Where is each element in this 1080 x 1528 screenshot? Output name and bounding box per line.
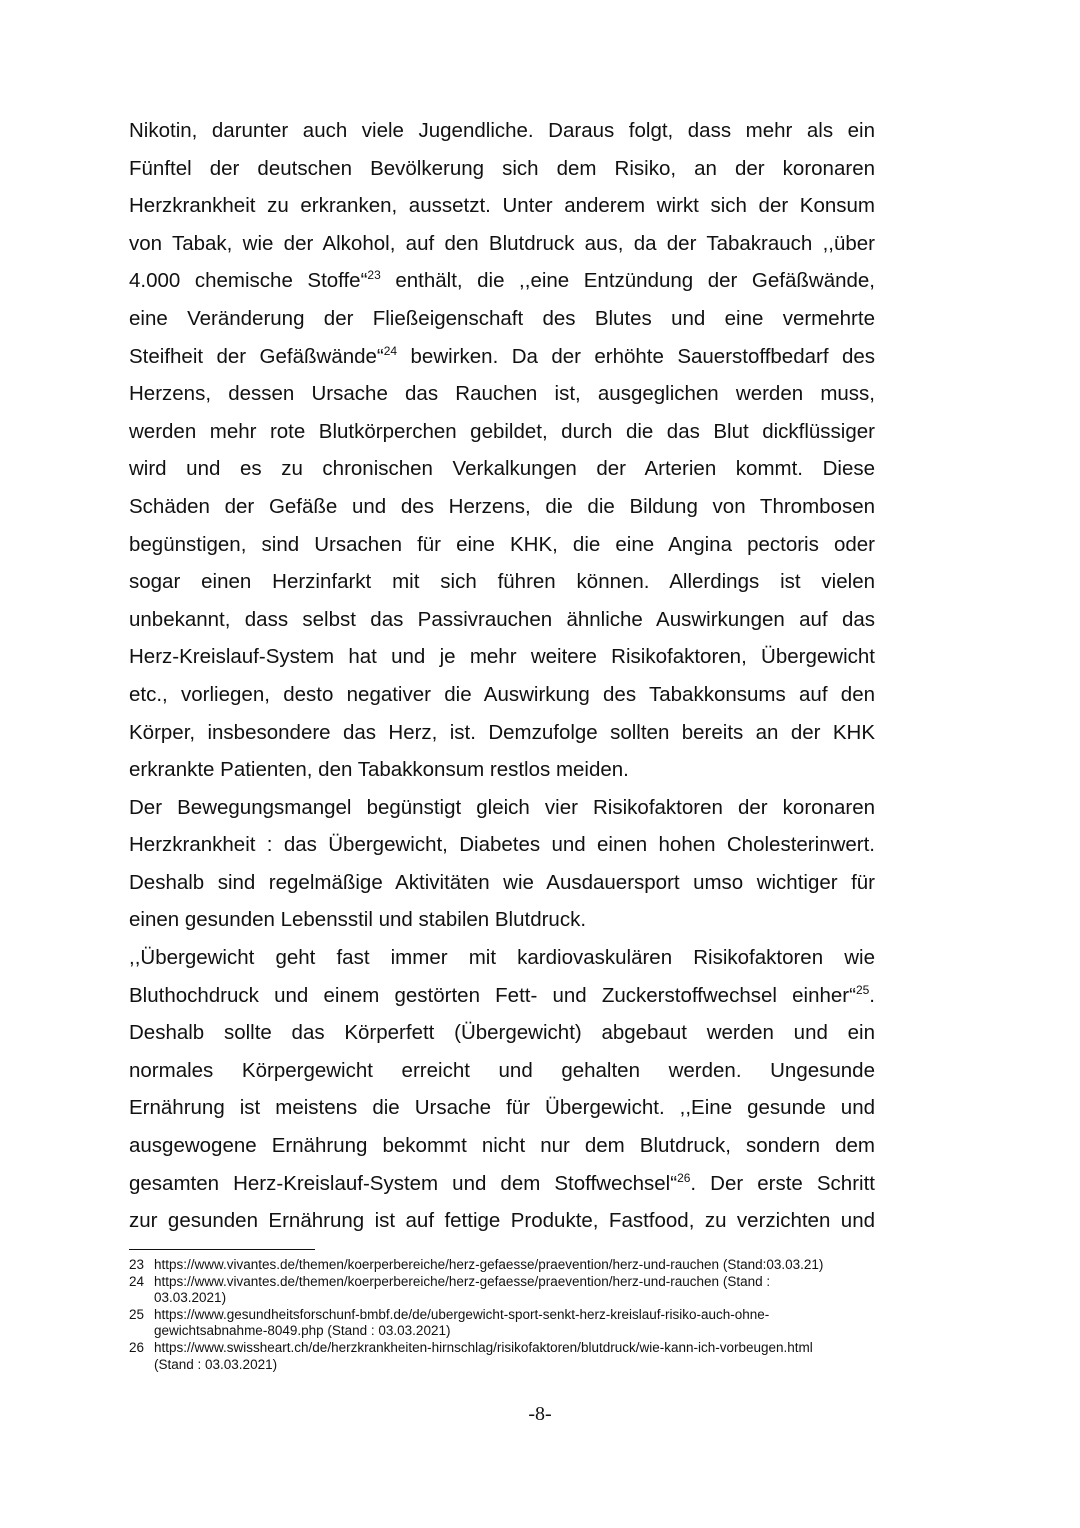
body-line: eine Veränderung der Fließeigenschaft des Blutes und eine vermehrte — [129, 306, 875, 330]
footnote-text — [154, 1307, 889, 1340]
body-line: wird und es zu chronischen Verkalkungen der Arterien kommt. Diese — [129, 457, 875, 481]
body-line: Herzkrankheit : das Übergewicht, Diabetes und einen hohen Cholesterinwert. — [129, 833, 875, 857]
body-text-segment: Steifheit der Gefäßwände“ — [129, 344, 384, 368]
footnote — [129, 1257, 889, 1274]
body-line: ausgewogene Ernährung bekommt nicht nur dem Blutdruck, sondern dem — [129, 1134, 875, 1158]
footnote-reference: 25 — [855, 982, 870, 997]
body-line: einen gesunden Lebensstil und stabilen Blutdruck. — [129, 908, 587, 932]
body-line: sogar einen Herzinfarkt mit sich führen können. Allerdings ist vielen — [129, 570, 875, 594]
footnote-text — [154, 1340, 889, 1373]
body-text-segment: gesamten Herz-Kreislauf-System und dem Stoffwechsel“ — [129, 1171, 678, 1195]
body-line: etc., vorliegen, desto negativer die Auswirkung des Tabakkonsums auf den — [129, 682, 875, 706]
body-line: Herzkrankheit zu erkranken, aussetzt. Unter anderem wirkt sich der Konsum — [129, 194, 875, 218]
body-line — [129, 338, 875, 376]
footnote-line: https://www.vivantes.de/themen/koerperbereiche/herz-gefaesse/praevention/herz-und-rauchen (Stand:03.03.21) — [154, 1257, 824, 1272]
body-line — [129, 1165, 875, 1203]
footnote-line: 03.03.2021) — [154, 1290, 227, 1306]
footnote-text — [154, 1274, 889, 1307]
body-line: ,,Übergewicht geht fast immer mit kardiovaskulären Risikofaktoren wie — [129, 946, 875, 970]
body-line — [129, 262, 875, 300]
body-line: erkrankte Patienten, den Tabakkonsum restlos meiden. — [129, 758, 629, 782]
footnote-reference: 24 — [383, 343, 398, 358]
footnote-line: https://www.swissheart.ch/de/herzkrankheiten-hirnschlag/risikofaktoren/blutdruck/wie-kann-ich-vorbeugen.html — [154, 1339, 813, 1355]
footnote-line: https://www.vivantes.de/themen/koerperbereiche/herz-gefaesse/praevention/herz-und-rauchen (Stand : — [154, 1273, 771, 1289]
body-line: Herz-Kreislauf-System hat und je mehr weitere Risikofaktoren, Übergewicht — [129, 645, 875, 669]
page-number: -8- — [528, 1403, 552, 1425]
body-line: werden mehr rote Blutkörperchen gebildet, durch die das Blut dickflüssiger — [129, 419, 875, 443]
body-line: von Tabak, wie der Alkohol, auf den Blutdruck aus, da der Tabakrauch ,,über — [129, 231, 875, 255]
footnote-line: https://www.gesundheitsforschunf-bmbf.de/de/ubergewicht-sport-senkt-herz-kreislauf-risiko-auch-ohne- — [154, 1306, 770, 1322]
body-text-segment: . Der erste Schritt — [690, 1171, 875, 1195]
footnote — [129, 1340, 889, 1373]
footnote-separator — [129, 1249, 315, 1250]
body-line: Herzens, dessen Ursache das Rauchen ist, ausgeglichen werden muss, — [129, 382, 875, 406]
body-text-segment: enthält, die ,,eine Entzündung der Gefäßwände, — [380, 269, 875, 293]
body-line: Körper, insbesondere das Herz, ist. Demzufolge sollten bereits an der KHK — [129, 720, 875, 744]
body-line: Nikotin, darunter auch viele Jugendliche. Daraus folgt, dass mehr als ein — [129, 119, 875, 142]
body-text-segment: bewirken. Da der erhöhte Sauerstoffbedarf des — [397, 344, 875, 368]
body-line: begünstigen, sind Ursachen für eine KHK, die eine Angina pectoris oder — [129, 532, 875, 556]
body-line — [129, 977, 875, 1015]
footnote-line: (Stand : 03.03.2021) — [154, 1356, 278, 1372]
body-line: Ernährung ist meistens die Ursache für Übergewicht. ,,Eine gesunde und — [129, 1096, 875, 1120]
footnotes — [129, 1257, 889, 1373]
body-line: Deshalb sind regelmäßige Aktivitäten wie Ausdauersport umso wichtiger für — [129, 870, 875, 894]
body-line: Deshalb sollte das Körperfett (Übergewicht) abgebaut werden und ein — [129, 1021, 875, 1045]
body-text-segment: . — [869, 983, 875, 1007]
footnote-reference: 23 — [367, 268, 381, 283]
body-line: Der Bewegungsmangel begünstigt gleich vier Risikofaktoren der koronaren — [129, 795, 875, 819]
footnote-line: gewichtsabnahme-8049.php (Stand : 03.03.2021) — [154, 1323, 451, 1339]
body-line: Fünftel der deutschen Bevölkerung sich dem Risiko, an der koronaren — [129, 156, 875, 180]
footnote-number: 26 — [129, 1339, 145, 1355]
footnote-text — [154, 1257, 889, 1274]
footnote-number: 24 — [129, 1273, 145, 1289]
body-line: normales Körpergewicht erreicht und gehalten werden. Ungesunde — [129, 1058, 875, 1082]
body-line: unbekannt, dass selbst das Passivrauchen ähnliche Auswirkungen auf das — [129, 607, 875, 631]
body-text-segment: Bluthochdruck und einem gestörten Fett- und Zuckerstoffwechsel einher“ — [129, 983, 856, 1007]
footnote-number: 23 — [129, 1257, 145, 1272]
body-line: Schäden der Gefäße und des Herzens, die die Bildung von Thrombosen — [129, 494, 875, 518]
body-text — [129, 112, 875, 1240]
footnote-number: 25 — [129, 1306, 145, 1322]
body-text-segment: 4.000 chemische Stoffe“ — [129, 269, 368, 293]
footnote — [129, 1307, 889, 1340]
footnote — [129, 1274, 889, 1307]
body-line: zur gesunden Ernährung ist auf fettige Produkte, Fastfood, zu verzichten und — [129, 1209, 875, 1233]
footnote-reference: 26 — [677, 1170, 691, 1185]
